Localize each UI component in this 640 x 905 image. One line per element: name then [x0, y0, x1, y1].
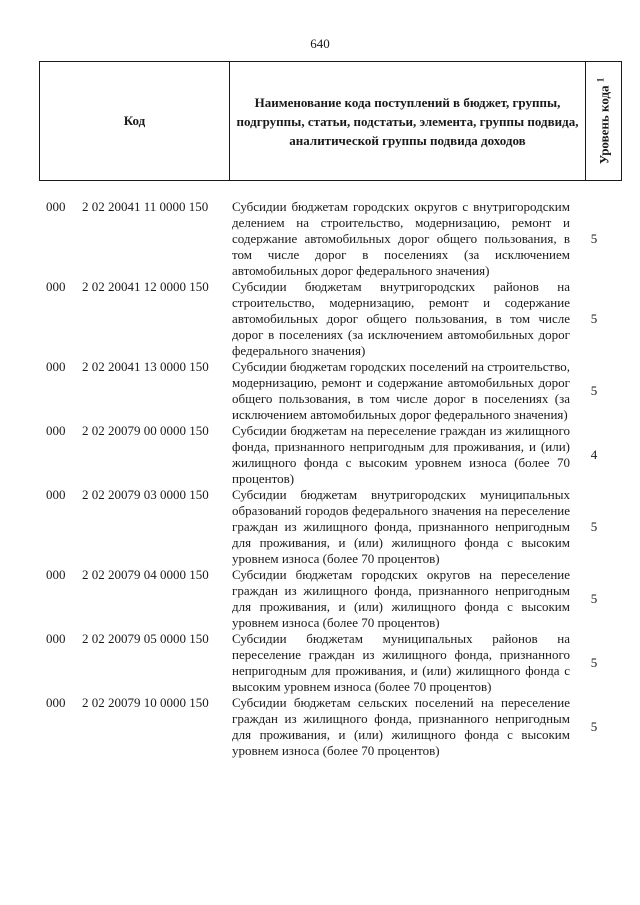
row-revenue-code: 2 02 20041 11 0000 150 [82, 199, 209, 214]
row-name: Субсидии бюджетам муниципальных районов на переселение граждан из жилищного фонда, признанного непригодным для проживания, и (или) жилищного фонда с высоким уровнем износа (более 70 процентов) [232, 631, 570, 694]
header-level-text: Уровень кода [596, 85, 612, 165]
row-name: Субсидии бюджетам городских округов на переселение граждан из жилищного фонда, признанного непригодным для проживания, и (или) жилищного фонда с высоким уровнем износа (более 70 процентов) [232, 567, 570, 630]
row-level: 5 [590, 591, 598, 606]
header-name: Наименование кода поступлений в бюджет, группы, подгруппы, статьи, подстатьи, элемента, группы подвида, аналитической группы подвида доходов [230, 62, 586, 181]
row-name: Субсидии бюджетам внутригородских районов на строительство, модернизацию, ремонт и содержание автомобильных дорог общего пользования, в том числе дорог в поселениях (за исключением автомобильных дорог федерального значения) [232, 279, 570, 358]
row-revenue-code: 2 02 20079 00 0000 150 [82, 423, 209, 438]
row-revenue-code: 2 02 20079 10 0000 150 [82, 695, 209, 710]
page-number: 640 [310, 36, 330, 51]
table-row [0, 279, 640, 359]
table-row [0, 423, 640, 487]
row-admin-code: 000 [46, 423, 66, 438]
code-table-body [0, 199, 640, 759]
row-revenue-code: 2 02 20041 13 0000 150 [82, 359, 209, 374]
row-level: 5 [590, 383, 598, 398]
row-name: Субсидии бюджетам внутригородских муниципальных образований городов федерального значения на переселение граждан из жилищного фонда, признанного непригодным для проживания, и (или) жилищного фонда с высоким уровнем износа (более 70 процентов) [232, 487, 570, 566]
row-level: 5 [590, 655, 598, 670]
row-revenue-code: 2 02 20041 12 0000 150 [82, 279, 209, 294]
row-admin-code: 000 [46, 567, 66, 582]
row-name: Субсидии бюджетам сельских поселений на переселение граждан из жилищного фонда, признанного непригодным для проживания, и (или) жилищного фонда с высоким уровнем износа (более 70 процентов) [232, 695, 570, 758]
row-admin-code: 000 [46, 279, 66, 294]
header-level-footnote: 1 [594, 77, 605, 83]
row-admin-code: 000 [46, 199, 66, 214]
row-level: 5 [590, 519, 598, 534]
row-admin-code: 000 [46, 359, 66, 374]
header-level [595, 78, 612, 165]
table-row [0, 359, 640, 423]
row-admin-code: 000 [46, 631, 66, 646]
table-header [39, 61, 622, 181]
header-code: Код [40, 62, 230, 181]
row-admin-code: 000 [46, 695, 66, 710]
table-row [0, 567, 640, 631]
table-row [0, 487, 640, 567]
row-level: 5 [590, 719, 598, 734]
row-revenue-code: 2 02 20079 03 0000 150 [82, 487, 209, 502]
row-revenue-code: 2 02 20079 04 0000 150 [82, 567, 209, 582]
row-level: 5 [590, 231, 598, 246]
row-name: Субсидии бюджетам городских округов с внутригородским делением на строительство, модернизацию, ремонт и содержание автомобильных дорог общего пользования, в том числе дорог в поселениях (за исключением автомобильных дорог федерального значения) [232, 199, 570, 278]
row-level: 4 [590, 447, 598, 462]
row-admin-code: 000 [46, 487, 66, 502]
table-row [0, 631, 640, 695]
row-name: Субсидии бюджетам на переселение граждан из жилищного фонда, признанного непригодным для проживания, и (или) жилищного фонда с высоким уровнем износа (более 70 процентов) [232, 423, 570, 486]
header-level-cell [586, 62, 622, 181]
row-revenue-code: 2 02 20079 05 0000 150 [82, 631, 209, 646]
row-level: 5 [590, 311, 598, 326]
row-name: Субсидии бюджетам городских поселений на строительство, модернизацию, ремонт и содержание автомобильных дорог общего пользования, в том числе дорог в поселениях (за исключением автомобильных дорог федерального значения) [232, 359, 570, 422]
table-row [0, 695, 640, 759]
table-row [0, 199, 640, 279]
